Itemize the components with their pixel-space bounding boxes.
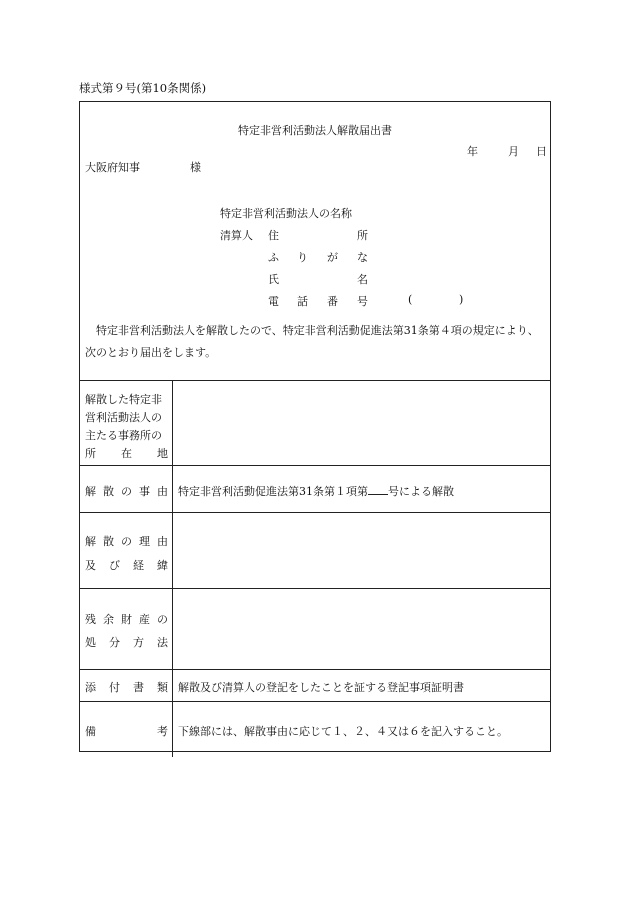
addressee-honorific: 様	[190, 161, 201, 174]
year-label: 年	[467, 145, 478, 158]
form-frame	[79, 101, 551, 752]
dissolution-cause-row	[80, 466, 550, 513]
dissolution-cause-label: 解 散 の 事 由	[80, 466, 173, 512]
paren-open: (	[408, 293, 413, 306]
residual-assets-label: 残 余 財 産 の 処 分 方 法	[80, 589, 173, 669]
attachments-value: 解散及び清算人の登記をしたことを証する登記事項証明書	[178, 681, 464, 694]
remarks-row	[80, 702, 550, 757]
phone-char: 番	[327, 295, 338, 308]
dissolution-cause-value: 特定非営利活動促進法第31条第１項第 号による解散	[178, 485, 454, 498]
attachments-row	[80, 670, 550, 702]
clause-number-blank[interactable]	[368, 484, 388, 495]
remarks-value: 下線部には、解散事由に応じて１、２、４又は６を記入すること。	[178, 725, 508, 738]
liquidator-label: 清算人	[220, 229, 253, 242]
details-table	[80, 380, 550, 757]
phone-char: 話	[297, 295, 308, 308]
document-title: 特定非営利活動法人解散届出書	[238, 124, 392, 137]
month-label: 月	[508, 145, 519, 158]
name-char: 名	[357, 273, 368, 286]
office-location-row	[80, 381, 550, 466]
reason-and-circumstances-label: 解 散 の 理 由 及 び 経 緯	[80, 513, 173, 588]
address-char: 住	[268, 229, 279, 242]
paren-close: )	[459, 293, 464, 306]
corporation-name-label: 特定非営利活動法人の名称	[220, 207, 352, 220]
addressee-name: 大阪府知事	[85, 161, 140, 174]
furigana-char: な	[357, 251, 368, 264]
address-char: 所	[357, 229, 368, 242]
furigana-char: が	[327, 251, 338, 264]
name-char: 氏	[268, 273, 279, 286]
attachments-label: 添 付 書 類	[80, 670, 173, 701]
day-label: 日	[536, 145, 547, 158]
office-location-label: 解散した特定非 営利活動法人の 主たる事務所の 所 在 地	[80, 381, 173, 465]
notification-statement: 特定非営利活動法人を解散したので、特定非営利活動促進法第31条第４項の規定により、次のとおり届出をします。	[85, 324, 539, 359]
reason-and-circumstances-row	[80, 513, 550, 589]
furigana-char: ふ	[268, 251, 279, 264]
addressee	[85, 159, 201, 175]
residual-assets-row	[80, 589, 550, 670]
form-number-label: 様式第９号(第10条関係)	[79, 81, 207, 95]
phone-char: 号	[357, 295, 368, 308]
furigana-char: り	[297, 251, 308, 264]
remarks-label: 備 考	[80, 702, 173, 757]
phone-char: 電	[268, 295, 279, 308]
